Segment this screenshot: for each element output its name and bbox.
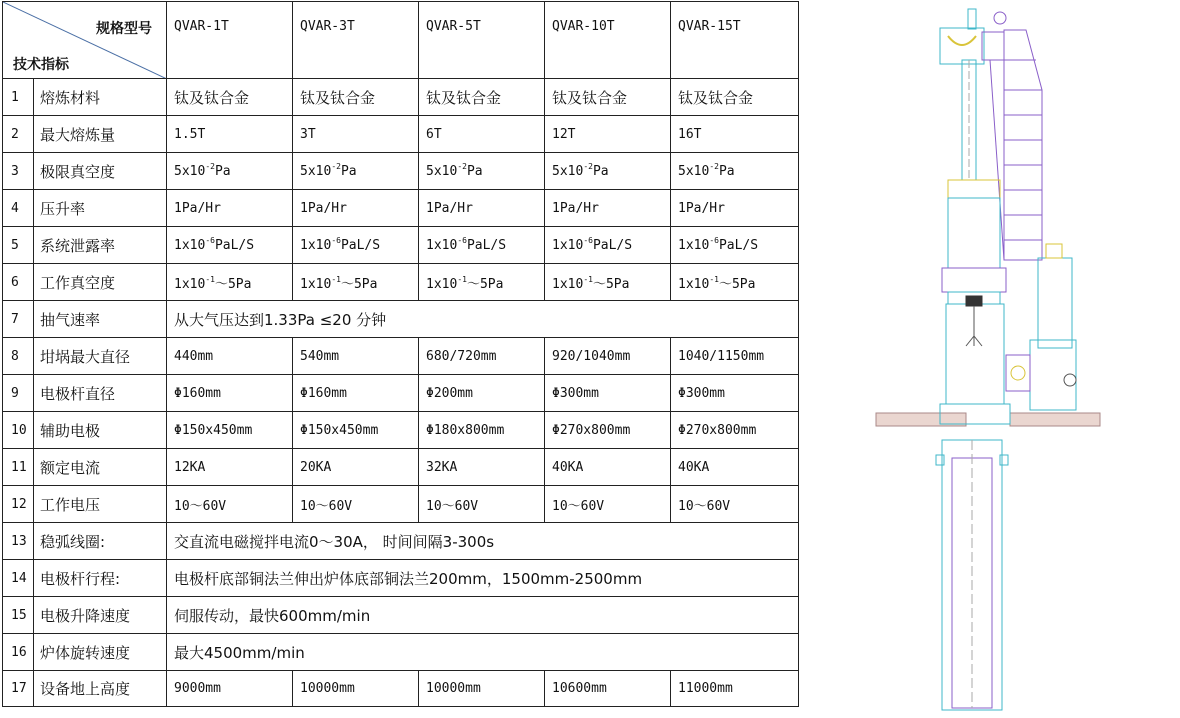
table-row bbox=[3, 153, 799, 190]
spec-name: 抽气速率 bbox=[34, 301, 167, 338]
header-row bbox=[3, 2, 799, 79]
table-row bbox=[3, 227, 799, 264]
value-base: 5x10 bbox=[426, 163, 458, 179]
value-cell: 钛及钛合金 bbox=[293, 79, 419, 116]
spanned-value-cell: 从大气压达到1.33Pa ≤20 分钟 bbox=[167, 301, 799, 338]
value-base: 1x10 bbox=[300, 276, 332, 292]
model-header: QVAR-3T bbox=[293, 2, 419, 79]
value-base: 1x10 bbox=[552, 276, 584, 292]
value-cell: 钛及钛合金 bbox=[671, 79, 799, 116]
table-row bbox=[3, 190, 799, 227]
value-cell: 9000mm bbox=[167, 671, 293, 707]
value-unit: ～5Pa bbox=[340, 276, 378, 292]
value-cell: Φ270x800mm bbox=[545, 412, 671, 449]
value-cell: Φ150x450mm bbox=[167, 412, 293, 449]
value-unit: ～5Pa bbox=[592, 276, 630, 292]
value-cell: 920/1040mm bbox=[545, 338, 671, 375]
value-base: 1x10 bbox=[426, 276, 458, 292]
value-cell: 32KA bbox=[419, 449, 545, 486]
row-number: 6 bbox=[3, 264, 34, 301]
row-number: 7 bbox=[3, 301, 34, 338]
value-exponent: -1 bbox=[457, 274, 467, 284]
value-base: 1x10 bbox=[678, 237, 710, 253]
value-cell bbox=[293, 227, 419, 264]
value-cell: 1040/1150mm bbox=[671, 338, 799, 375]
table-row bbox=[3, 634, 799, 671]
spec-name: 额定电流 bbox=[34, 449, 167, 486]
value-cell bbox=[167, 227, 293, 264]
value-cell bbox=[167, 153, 293, 190]
floor-slab-right bbox=[1010, 413, 1100, 426]
value-cell: 10000mm bbox=[419, 671, 545, 707]
value-cell: 3T bbox=[293, 116, 419, 153]
table-row bbox=[3, 560, 799, 597]
row-number: 3 bbox=[3, 153, 34, 190]
table-row bbox=[3, 338, 799, 375]
spanned-value-cell: 最大4500mm/min bbox=[167, 634, 799, 671]
value-cell: Φ270x800mm bbox=[671, 412, 799, 449]
row-number: 9 bbox=[3, 375, 34, 412]
value-cell: 12KA bbox=[167, 449, 293, 486]
spec-table bbox=[2, 1, 799, 707]
value-cell: 12T bbox=[545, 116, 671, 153]
value-cell: 10000mm bbox=[293, 671, 419, 707]
value-cell bbox=[671, 153, 799, 190]
value-base: 1x10 bbox=[678, 276, 710, 292]
value-exponent: -1 bbox=[583, 274, 593, 284]
value-base: 1x10 bbox=[174, 276, 206, 292]
value-cell: 钛及钛合金 bbox=[545, 79, 671, 116]
value-cell: Φ160mm bbox=[167, 375, 293, 412]
value-cell bbox=[419, 227, 545, 264]
value-cell: Φ150x450mm bbox=[293, 412, 419, 449]
value-unit: Pa bbox=[214, 163, 231, 179]
value-cell bbox=[419, 153, 545, 190]
value-cell: Φ300mm bbox=[671, 375, 799, 412]
value-cell: 1.5T bbox=[167, 116, 293, 153]
spec-name: 熔炼材料 bbox=[34, 79, 167, 116]
row-number: 11 bbox=[3, 449, 34, 486]
value-cell: 680/720mm bbox=[419, 338, 545, 375]
value-cell bbox=[293, 153, 419, 190]
value-base: 5x10 bbox=[300, 163, 332, 179]
value-cell: 40KA bbox=[545, 449, 671, 486]
value-base: 5x10 bbox=[552, 163, 584, 179]
value-unit: PaL/S bbox=[718, 237, 759, 253]
value-cell: 钛及钛合金 bbox=[167, 79, 293, 116]
row-number: 5 bbox=[3, 227, 34, 264]
row-number: 2 bbox=[3, 116, 34, 153]
spec-name: 电极升降速度 bbox=[34, 597, 167, 634]
value-cell: 40KA bbox=[671, 449, 799, 486]
value-exponent: -6 bbox=[709, 235, 719, 245]
spec-name: 电极杆直径 bbox=[34, 375, 167, 412]
value-cell bbox=[545, 227, 671, 264]
value-exponent: -2 bbox=[709, 161, 719, 171]
spanned-value-cell: 伺服传动，最快600mm/min bbox=[167, 597, 799, 634]
table-row bbox=[3, 486, 799, 523]
spec-name: 稳弧线圈: bbox=[34, 523, 167, 560]
row-number: 15 bbox=[3, 597, 34, 634]
model-header: QVAR-15T bbox=[671, 2, 799, 79]
value-exponent: -6 bbox=[205, 235, 215, 245]
model-header: QVAR-1T bbox=[167, 2, 293, 79]
value-cell: 540mm bbox=[293, 338, 419, 375]
value-cell: 10～60V bbox=[545, 486, 671, 523]
value-unit: ～5Pa bbox=[466, 276, 504, 292]
value-cell bbox=[671, 264, 799, 301]
spanned-value-cell: 交直流电磁搅拌电流0～30A， 时间间隔3-300s bbox=[167, 523, 799, 560]
value-cell: 20KA bbox=[293, 449, 419, 486]
value-unit: PaL/S bbox=[340, 237, 381, 253]
row-number: 1 bbox=[3, 79, 34, 116]
value-unit: Pa bbox=[592, 163, 609, 179]
value-cell: Φ180x800mm bbox=[419, 412, 545, 449]
value-unit: Pa bbox=[718, 163, 735, 179]
table-row bbox=[3, 597, 799, 634]
value-base: 1x10 bbox=[552, 237, 584, 253]
value-cell: 10～60V bbox=[293, 486, 419, 523]
row-number: 12 bbox=[3, 486, 34, 523]
value-exponent: -1 bbox=[709, 274, 719, 284]
value-exponent: -6 bbox=[331, 235, 341, 245]
spec-name: 电极杆行程: bbox=[34, 560, 167, 597]
spec-name: 工作电压 bbox=[34, 486, 167, 523]
table-row bbox=[3, 116, 799, 153]
value-cell: 1Pa/Hr bbox=[545, 190, 671, 227]
value-cell: Φ160mm bbox=[293, 375, 419, 412]
value-cell: 6T bbox=[419, 116, 545, 153]
value-cell: 1Pa/Hr bbox=[293, 190, 419, 227]
value-exponent: -2 bbox=[457, 161, 467, 171]
value-unit: Pa bbox=[340, 163, 357, 179]
spec-name: 辅助电极 bbox=[34, 412, 167, 449]
value-cell bbox=[293, 264, 419, 301]
value-exponent: -1 bbox=[331, 274, 341, 284]
table-row bbox=[3, 449, 799, 486]
value-cell bbox=[545, 264, 671, 301]
value-cell bbox=[545, 153, 671, 190]
value-base: 5x10 bbox=[678, 163, 710, 179]
table-row bbox=[3, 412, 799, 449]
value-unit: Pa bbox=[466, 163, 483, 179]
spec-name: 最大熔炼量 bbox=[34, 116, 167, 153]
value-cell bbox=[419, 264, 545, 301]
value-unit: PaL/S bbox=[214, 237, 255, 253]
row-number: 13 bbox=[3, 523, 34, 560]
spec-name: 设备地上高度 bbox=[34, 671, 167, 707]
model-header: QVAR-5T bbox=[419, 2, 545, 79]
spec-label: 规格型号 bbox=[96, 21, 152, 37]
spec-name: 系统泄露率 bbox=[34, 227, 167, 264]
table-row bbox=[3, 671, 799, 707]
index-label: 技术指标 bbox=[13, 57, 69, 73]
value-cell: 10600mm bbox=[545, 671, 671, 707]
row-number: 8 bbox=[3, 338, 34, 375]
value-cell: 1Pa/Hr bbox=[167, 190, 293, 227]
header-diagonal-cell bbox=[3, 2, 167, 79]
value-cell: Φ200mm bbox=[419, 375, 545, 412]
model-header: QVAR-10T bbox=[545, 2, 671, 79]
value-cell: Φ300mm bbox=[545, 375, 671, 412]
spec-name: 工作真空度 bbox=[34, 264, 167, 301]
value-cell: 10～60V bbox=[671, 486, 799, 523]
value-base: 1x10 bbox=[174, 237, 206, 253]
value-cell: 16T bbox=[671, 116, 799, 153]
spanned-value-cell: 电极杆底部铜法兰伸出炉体底部铜法兰200mm，1500mm-2500mm bbox=[167, 560, 799, 597]
row-number: 10 bbox=[3, 412, 34, 449]
value-cell bbox=[167, 264, 293, 301]
value-unit: PaL/S bbox=[592, 237, 633, 253]
value-exponent: -6 bbox=[457, 235, 467, 245]
value-base: 1x10 bbox=[300, 237, 332, 253]
spec-name: 极限真空度 bbox=[34, 153, 167, 190]
row-number: 14 bbox=[3, 560, 34, 597]
value-base: 5x10 bbox=[174, 163, 206, 179]
value-base: 1x10 bbox=[426, 237, 458, 253]
value-cell bbox=[671, 227, 799, 264]
value-exponent: -6 bbox=[583, 235, 593, 245]
row-number: 17 bbox=[3, 671, 34, 707]
furnace-drawing bbox=[870, 0, 1170, 718]
value-cell: 10～60V bbox=[167, 486, 293, 523]
table-row bbox=[3, 264, 799, 301]
table-row bbox=[3, 79, 799, 116]
value-cell: 10～60V bbox=[419, 486, 545, 523]
value-exponent: -2 bbox=[331, 161, 341, 171]
value-cell: 11000mm bbox=[671, 671, 799, 707]
table-row bbox=[3, 375, 799, 412]
spec-name: 炉体旋转速度 bbox=[34, 634, 167, 671]
spec-name: 坩埚最大直径 bbox=[34, 338, 167, 375]
value-cell: 钛及钛合金 bbox=[419, 79, 545, 116]
value-unit: PaL/S bbox=[466, 237, 507, 253]
value-exponent: -1 bbox=[205, 274, 215, 284]
value-unit: ～5Pa bbox=[718, 276, 756, 292]
value-cell: 1Pa/Hr bbox=[419, 190, 545, 227]
table-row bbox=[3, 301, 799, 338]
value-exponent: -2 bbox=[205, 161, 215, 171]
row-number: 16 bbox=[3, 634, 34, 671]
value-cell: 440mm bbox=[167, 338, 293, 375]
value-unit: ～5Pa bbox=[214, 276, 252, 292]
value-exponent: -2 bbox=[583, 161, 593, 171]
value-cell: 1Pa/Hr bbox=[671, 190, 799, 227]
row-number: 4 bbox=[3, 190, 34, 227]
table-row bbox=[3, 523, 799, 560]
spec-name: 压升率 bbox=[34, 190, 167, 227]
